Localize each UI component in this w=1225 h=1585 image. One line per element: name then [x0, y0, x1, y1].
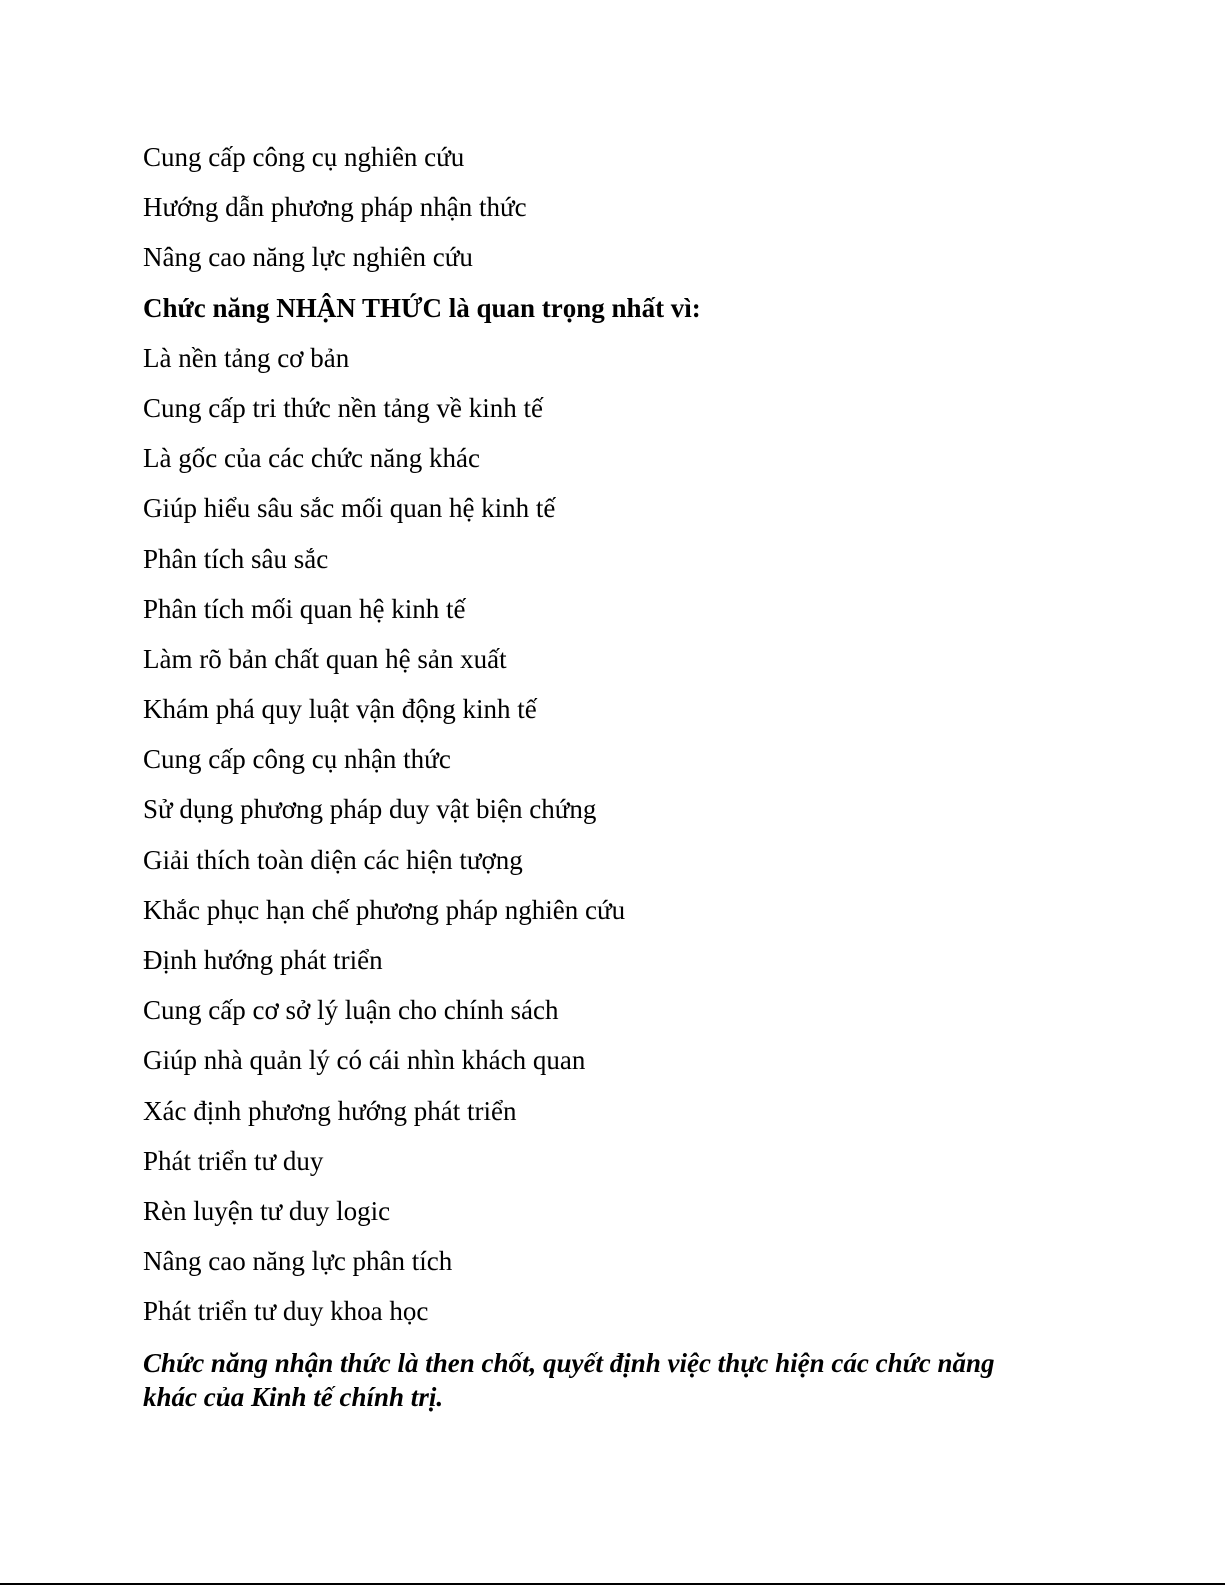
text-line: Phát triển tư duy [143, 1145, 324, 1176]
section-heading: Chức năng NHẬN THỨC là quan trọng nhất vì: [143, 292, 701, 323]
text-line: Cung cấp tri thức nền tảng về kinh tế [143, 392, 544, 423]
text-line: Cung cấp công cụ nghiên cứu [143, 142, 465, 172]
text-line: Giúp nhà quản lý có cái nhìn khách quan [143, 1045, 586, 1076]
text-line: Định hướng phát triển [143, 945, 383, 975]
document-body [143, 141, 1043, 1414]
text-line: Giải thích toàn diện các hiện tượng [143, 844, 523, 875]
text-line: Cung cấp công cụ nhận thức [143, 744, 451, 775]
text-line: Rèn luyện tư duy logic [143, 1195, 391, 1226]
text-line: Giúp hiểu sâu sắc mối quan hệ kinh tế [143, 493, 556, 524]
text-line: Khám phá quy luật vận động kinh tế [143, 694, 537, 725]
text-line: Phân tích sâu sắc [143, 543, 329, 574]
text-line: Sử dụng phương pháp duy vật biện chứng [143, 794, 597, 825]
text-line: Phát triển tư duy khoa học [143, 1296, 429, 1327]
text-line: Xác định phương hướng phát triển [143, 1095, 517, 1126]
text-line: Cung cấp cơ sở lý luận cho chính sách [143, 995, 559, 1026]
text-line: Là gốc của các chức năng khác [143, 443, 480, 474]
text-line: Khắc phục hạn chế phương pháp nghiên cứu [143, 894, 626, 925]
conclusion-text: Chức năng nhận thức là then chốt, quyết định việc thực hiện các chức năng khác của Kinh tế chính trị. [143, 1347, 995, 1412]
text-line: Nâng cao năng lực nghiên cứu [143, 242, 473, 273]
text-line: Hướng dẫn phương pháp nhận thức [143, 192, 527, 223]
text-line: Làm rõ bản chất quan hệ sản xuất [143, 643, 507, 674]
text-line: Là nền tảng cơ bản [143, 342, 350, 373]
text-line: Nâng cao năng lực phân tích [143, 1246, 453, 1277]
text-line: Phân tích mối quan hệ kinh tế [143, 593, 466, 624]
